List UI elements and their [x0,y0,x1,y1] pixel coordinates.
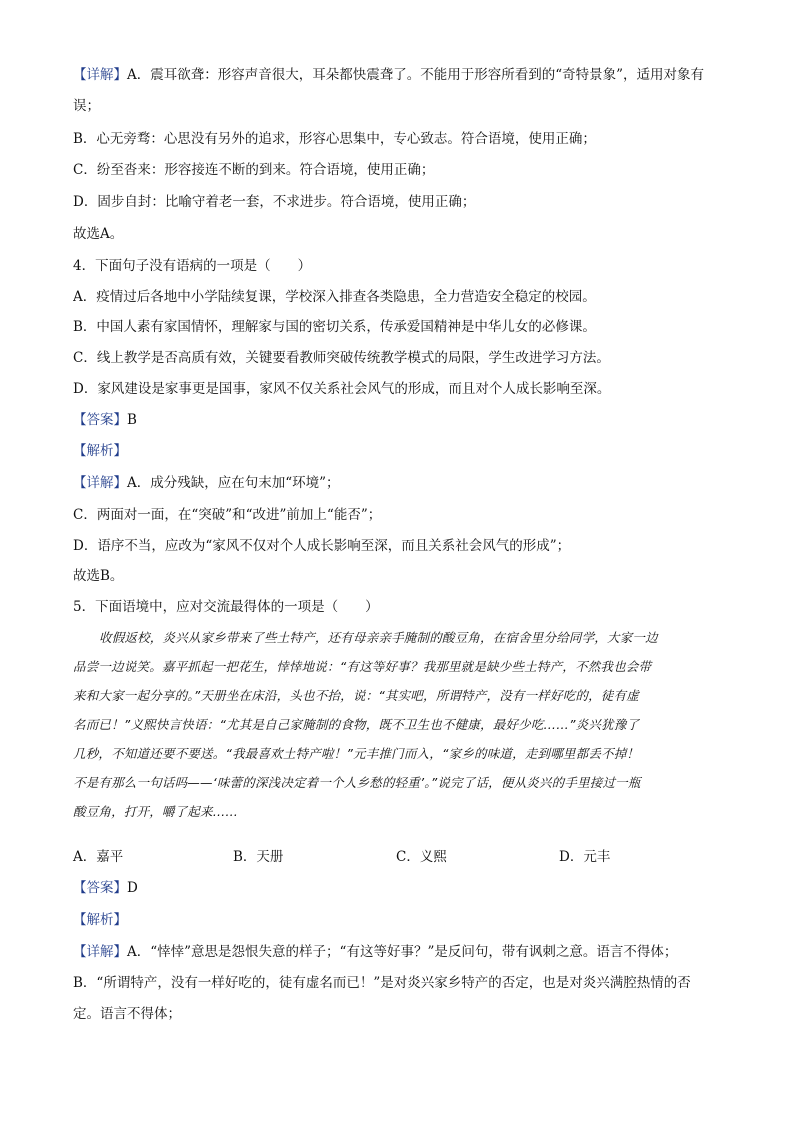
section-tag: 【解析】 [73,443,127,459]
section-tag: 【详解】 [73,67,127,83]
question-title: 4．下面句子没有语病的一项是（ ） [73,258,312,274]
option-line: D．家风建设是家事更是国事，家风不仅关系社会风气的形成，而且对个人成长影响至深。 [73,381,611,397]
analysis-line [73,911,728,929]
passage-line: 品尝一边说笑。嘉平抓起一把花生，悻悻地说：“有这等好事？我那里就是缺少些土特产，不然我也会带 [73,659,652,674]
text-line: 误； [73,98,100,114]
text-line: D．语序不当，应改为“家风不仅对个人成长影响至深，而且关系社会风气的形成”； [73,538,571,554]
text-line: 故选B。 [73,568,124,584]
passage-line: 酸豆角，打开，嚼了起来…… [73,804,239,819]
section-tag: 【详解】 [73,475,127,491]
text-line: 【详解】A．成分残缺，应在句末加“环境”； [73,475,340,491]
choice-a: A．嘉平 [73,849,124,865]
section-tag: 【详解】 [73,944,127,960]
passage-line: 收假返校，炎兴从家乡带来了些土特产，还有母亲亲手腌制的酸豆角，在宿舍里分给同学，大家一边 [99,630,658,645]
answer-line: 【答案】D [73,880,138,896]
text-line: B．“所谓特产，没有一样好吃的，徒有虚名而已！”是对炎兴家乡特产的否定，也是对炎兴满腔热情的否 [73,975,691,991]
text-line: C．两面对一面，在“突破”和“改进”前加上“能否”； [73,507,382,523]
option-line: B．中国人素有家国情怀，理解家与国的密切关系，传承爱国精神是中华儿女的必修课。 [73,319,596,335]
text-line: C．纷至沓来：形容接连不断的到来。符合语境，使用正确； [73,162,435,178]
text-line: 定。语言不得体； [73,1006,181,1022]
text-line: B．心无旁骛：心思没有另外的追求，形容心思集中，专心致志。符合语境，使用正确； [73,131,596,147]
text-line: D．固步自封：比喻守着老一套，不求进步。符合语境，使用正确； [73,194,476,210]
choice-c: C．义熙 [396,849,447,865]
section-tag: 【解析】 [73,912,127,928]
analysis-line [73,442,728,460]
choice-b: B．天册 [233,849,284,865]
text-line: 故选A。 [73,226,124,242]
passage-line: 几秒，不知道还要不要送。“我最喜欢土特产啦！”元丰推门而入，“家乡的味道，走到哪里都丢不掉！ [73,746,640,761]
option-line: A．疫情过后各地中小学陆续复课，学校深入排查各类隐患，全力营造安全稳定的校园。 [73,289,596,305]
text-line: 【详解】A．震耳欲聋：形容声音很大，耳朵都快震聋了。不能用于形容所看到的“奇特景象”，适用对象有 [73,67,705,83]
question-title: 5．下面语境中，应对交流最得体的一项是（ ） [73,599,379,615]
passage-line: 来和大家一起分享的。”天册坐在床沿，头也不抬，说：“其实吧，所谓特产，没有一样好吃的，徒有虚 [73,688,639,703]
choice-d: D．元丰 [559,849,611,865]
text-line: 【详解】A．“悻悻”意思是怨恨失意的样子；“有这等好事？”是反问句，带有讽刺之意。语言不得体； [73,944,678,960]
section-tag: 【答案】 [73,412,127,428]
section-tag: 【答案】 [73,880,127,896]
passage-line: 名而已！”义熙快言快语：“尤其是自己家腌制的食物，既不卫生也不健康，最好少吃……”炎兴犹豫了 [73,717,640,732]
answer-line: 【答案】B [73,412,137,428]
option-line: C．线上教学是否高质有效，关键要看教师突破传统教学模式的局限，学生改进学习方法。 [73,350,610,366]
passage-line: 不是有那么一句话吗——‘味蕾的深浅决定着一个人乡愁的轻重’。”说完了话，便从炎兴的手里接过一瓶 [73,775,641,790]
